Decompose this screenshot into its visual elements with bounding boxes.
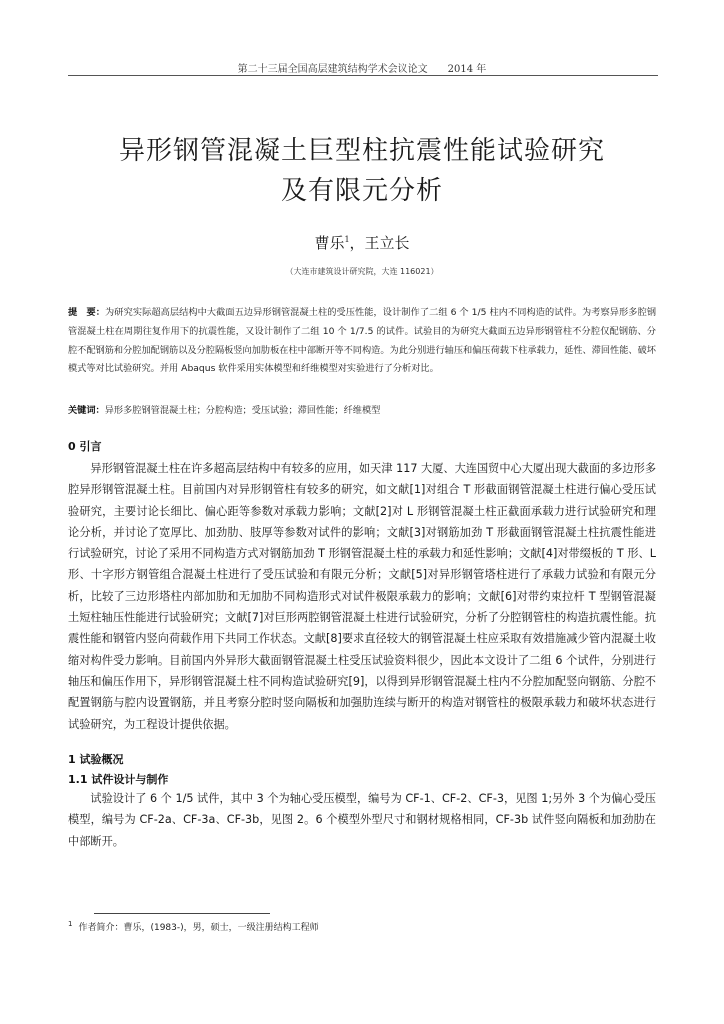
experiment-paragraph: 试验设计了 6 个 1/5 试件，其中 3 个为轴心受压模型，编号为 CF-1、CF-2、CF-3，见图 1;另外 3 个为偏心受压模型，编号为 CF-2a、CF-3a、CF-3b，见图 2。6 个模型外型尺寸和钢材规格相同，CF-3b 试件竖向隔板和加劲肋在中部断开。 <box>68 792 656 848</box>
authors <box>0 232 724 253</box>
subsection-heading-specimens: 1.1 试件设计与制作 <box>68 773 169 786</box>
footnote-mark: 1 <box>68 920 73 928</box>
abstract-text: 为研究实际超高层结构中大截面五边异形钢管混凝土柱的受压性能，设计制作了二组 6 个 1/5 柱内不同构造的试件。为考察异形多腔钢管混凝土柱在周期往复作用下的抗震性能，又设计制作了二组 10 个 1/7.5 的试件。试验目的为研究大截面五边异形钢管柱不分腔仅配钢筋、分腔不配钢筋和分腔加配钢筋以及分腔隔板竖向加肋板在柱中部断开等不同构造。为此分别进行轴压和偏压荷载下柱承载力，延性、滞回性能、破坏模式等对比试验研究。并用 Abaqus 软件采用实体模型和纤维模型对实验进行了分析对比。 <box>68 307 657 375</box>
intro-paragraph: 异形钢管混凝土柱在许多超高层结构中有较多的应用，如天津 117 大厦、大连国贸中心大厦出现大截面的多边形多腔异形钢管混凝土柱。目前国内对异形钢管柱有较多的研究，如文献[1]对组合 T 形截面钢管混凝土柱进行偏心受压试验研究，主要讨论长细比、偏心距等参数对承载力影响；文献[2]对 L 形钢管混凝土柱正截面承载力进行试验研究和理论分析，并讨论了宽厚比、加劲肋、肢厚等参数对试件的影响；文献[3]对钢筋加劲 T 形截面钢管混凝土柱抗震性能进行试验研究，讨论了采用不同构造方式对钢筋加劲 T 形钢管混凝土柱的承载力和延性影响；文献[4]对带缀板的 T 形、L 形、十字形方钢管组合混凝土柱进行了受压试验和有限元分析；文献[5]对异形钢管塔柱进行了承载力试验和有限元分析，比较了三边形塔柱内部加肋和无加肋不同构造形式对试件极限承载力的影响；文献[6]对带约束拉杆 T 型钢管混凝土短柱轴压性能进行试验研究；文献[7]对巨形两腔钢管混凝土柱进行试验研究，分析了分腔钢管柱的构造抗震性能。抗震性能和钢管内竖向荷载作用下共同工作状态。文献[8]要求直径较大的钢管混凝土柱应采取有效措施减少管内混凝土收缩对构件受力影响。目前国内外异形大截面钢管混凝土柱受压试验资料很少，因此本文设计了二组 6 个试件，分别进行轴压和偏压作用下，异形钢管混凝土柱不同构造试验研究[9]，以得到异形钢管混凝土柱内不分腔加配竖向钢筋、分腔不配置钢筋与腔内设置钢筋，并且考察分腔时竖向隔板和加强肋连续与断开的构造对钢管柱的极限承载力和破坏状态进行试验研究，为工程设计提供依据。 <box>68 462 656 731</box>
author-primary: 曹乐 <box>314 234 345 252</box>
footnote-rule <box>94 913 270 914</box>
affiliation: （大连市建筑设计研究院，大连 116021） <box>285 267 439 276</box>
keywords <box>68 402 656 420</box>
section-heading-intro: 0 引言 <box>68 440 102 453</box>
author-secondary: ，王立长 <box>349 234 410 252</box>
running-header: 第二十三届全国高层建筑结构学术会议论文 2014 年 <box>237 64 487 75</box>
keywords-text: 异形多腔钢管混凝土柱；分腔构造；受压试验；滞回性能；纤维模型 <box>104 405 381 416</box>
author-footnote-mark: 1 <box>344 235 350 244</box>
abstract-label: 提 要： <box>68 307 106 318</box>
abstract <box>68 304 656 379</box>
section-heading-experiment: 1 试验概况 <box>68 753 124 766</box>
footnote <box>68 920 319 933</box>
paper-title-line-1: 异形钢管混凝土巨型柱抗震性能试验研究 <box>118 136 605 166</box>
paper-title-line-2: 及有限元分析 <box>280 176 443 206</box>
header-rule <box>68 75 658 76</box>
footnote-text: 作者简介：曹乐，(1983-)，男，硕士，一级注册结构工程师 <box>78 923 319 933</box>
keywords-label: 关键词： <box>68 405 105 416</box>
